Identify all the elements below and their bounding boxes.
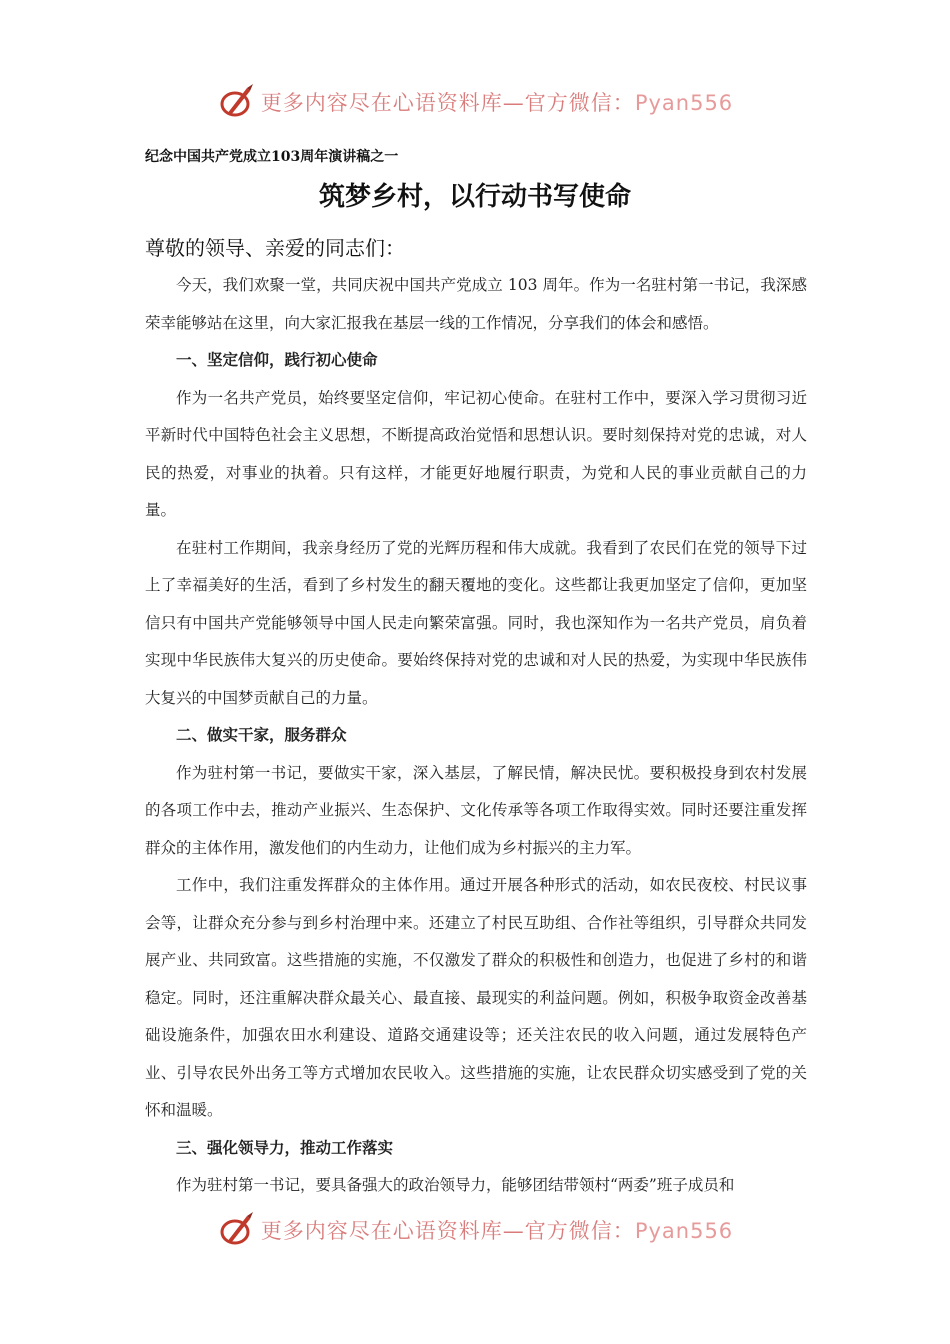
watermark-banner-bottom: [0, 1208, 950, 1252]
section-heading-3: 三、强化领导力，推动工作落实: [176, 1138, 394, 1157]
salutation: 尊敬的领导、亲爱的同志们：: [145, 236, 405, 260]
paragraph-1-1: 作为一名共产党员，始终要坚定信仰，牢记初心使命。在驻村工作中，要深入学习贯彻习近平新时代中国特色社会主义思想，不断提高政治觉悟和思想认识。要时刻保持对党的忠诚，对人民的热爱，对事业的执着。只有这样，才能更好地履行职责，为党和人民的事业贡献自己的力量。: [145, 388, 807, 519]
banner-wechat-id: Pyan556: [634, 91, 734, 115]
quill-logo-icon: [217, 1210, 257, 1250]
section-heading-2: 二、做实干家，服务群众: [176, 726, 347, 744]
banner-text: 更多内容尽在心语资料库—官方微信：: [260, 1219, 635, 1243]
document-body: [145, 267, 807, 1205]
banner-text: 更多内容尽在心语资料库—官方微信：: [260, 91, 635, 115]
banner-wechat-id: Pyan556: [634, 1219, 734, 1243]
paragraph-2-1: 作为驻村第一书记，要做实干家，深入基层，了解民情，解决民忧。要积极投身到农村发展的各项工作中去，推动产业振兴、生态保护、文化传承等各项工作取得实效。同时还要注重发挥群众的主体作用，激发他们的内生动力，让他们成为乡村振兴的主力军。: [145, 763, 807, 857]
document-subtitle: 纪念中国共产党成立103周年演讲稿之一: [145, 149, 399, 165]
section-heading-1: 一、坚定信仰，践行初心使命: [176, 351, 378, 369]
paragraph-1-2: 在驻村工作期间，我亲身经历了党的光辉历程和伟大成就。我看到了农民们在党的领导下过上了幸福美好的生活，看到了乡村发生的翻天覆地的变化。这些都让我更加坚定了信仰，更加坚信只有中国共产党能够领导中国人民走向繁荣富强。同时，我也深知作为一名共产党员，肩负着实现中华民族伟大复兴的历史使命。要始终保持对党的忠诚和对人民的热爱，为实现中华民族伟大复兴的中国梦贡献自己的力量。: [145, 538, 807, 707]
document-title: 筑梦乡村，以行动书写使命: [318, 182, 631, 212]
paragraph-intro: 今天，我们欢聚一堂，共同庆祝中国共产党成立 103 周年。作为一名驻村第一书记，我深感荣幸能够站在这里，向大家汇报我在基层一线的工作情况，分享我们的体会和感悟。: [145, 276, 807, 332]
watermark-banner-top: [0, 80, 950, 124]
paragraph-2-2: 工作中，我们注重发挥群众的主体作用。通过开展各种形式的活动，如农民夜校、村民议事会等，让群众充分参与到乡村治理中来。还建立了村民互助组、合作社等组织，引导群众共同发展产业、共同致富。这些措施的实施，不仅激发了群众的积极性和创造力，也促进了乡村的和谐稳定。同时，还注重解决群众最关心、最直接、最现实的利益问题。例如，积极争取资金改善基础设施条件，加强农田水利建设、道路交通建设等；还关注农民的收入问题，通过发展特色产业、引导农民外出务工等方式增加农民收入。这些措施的实施，让农民群众切实感受到了党的关怀和温暖。: [145, 876, 807, 1119]
quill-logo-icon: [217, 82, 257, 122]
paragraph-3-1: 作为驻村第一书记，要具备强大的政治领导力，能够团结带领村“两委”班子成员和: [176, 1176, 735, 1194]
